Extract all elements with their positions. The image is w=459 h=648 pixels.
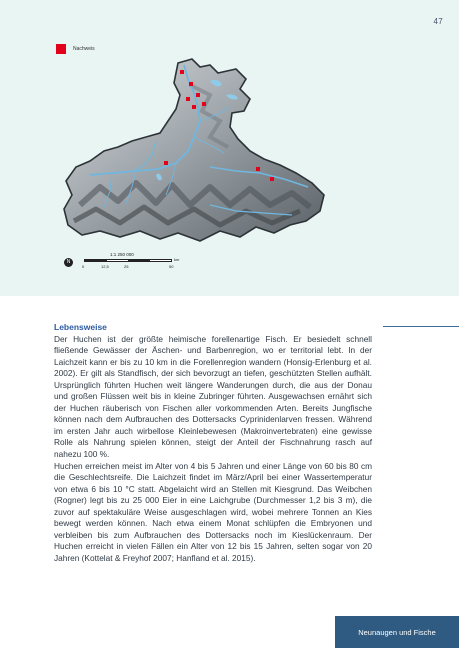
scale-ticks [82,264,178,270]
north-arrow-icon: N [64,258,73,267]
paragraph: Huchen erreichen meist im Alter von 4 bis 5 Jahren und einer Länge von 60 bis 80 cm die Geschlechtsreife. Die Laichzeit findet im März/April bei einer Wassertemperatur von etwa 6 bis 10 °C statt. Abgelaicht wird an Stellen mit Kiesgrund. Das Weibchen (Rogner) legt bis zu 25 000 Eier in eine Laichgrube (Durchmesser 1,2 bis 3 m), die zuvor auf spektakuläre Weise ausgeschlagen wird, wobei mehrere Tonnen an Kies bewegt werden können. Nach etwa einem Monat schlüpfen die Embryonen und verbleiben bis zum Aufbrauchen des Dottersacks noch im Kieslückenraum. Der Huchen erreicht in vielen Fällen ein Alter von 12 bis 15 Jahren, selten sogar von 20 Jahren (Kottelat & Freyhof 2007; Hanfland et al. 2015). [54,460,372,563]
sighting-marker [164,161,168,165]
paragraph: Der Huchen ist der größte heimische forellenartige Fisch. Er besiedelt schnell fließende Gewässer der Äschen- und Barbenregion, wo er territorial lebt. In der Laichzeit kann er bis zu 10 km in die Forellenregion wandern (Honsig-Erlenburg et al. 2002). Er gilt als Standfisch, der sich bevorzugt an tiefen, geschützten Stellen aufhält. Ursprünglich führten Huchen weit längere Wanderungen durch, die aus der Donau und großen Flüssen weit bis in kleine Zubringer führten. Ausgewachsen ernährt sich der Huchen räuberisch von Fischen aller vorkommenden Arten. Bereits Jungfische können nach dem Aufbrauchen des Dottersacks Cyprinidenlarven fressen. Während im ersten Jahr auch wirbellose Kleinlebewesen (Makroinvertebraten) eine gewisse Rolle als Nahrung spielen können, steigt der Anteil der Fischnahrung rasch auf nahezu 100 %. [54,333,372,460]
sighting-marker [186,97,190,101]
sighting-marker [202,102,206,106]
scale-bar [84,259,172,262]
distribution-map [60,55,330,255]
sighting-legend-swatch [56,44,66,54]
section-heading: Lebensweise [54,322,107,332]
sighting-marker [256,167,260,171]
sighting-marker [189,82,193,86]
sidebar-top-strip [383,0,459,296]
body-text [54,322,372,564]
legend-label: Nachweis [73,46,95,52]
map-legend [56,44,95,54]
sighting-marker [270,177,274,181]
page-number: 47 [433,17,443,26]
scale-tick: 12,5 [101,264,109,269]
sighting-marker [180,70,184,74]
chapter-footer-tab: Neunaugen und Fische [335,616,459,648]
sighting-marker [196,93,200,97]
scale-tick: 25 [124,264,129,269]
scale-label: 1:1 250 000 [110,252,134,257]
sidebar-rule [383,326,459,327]
scale-tick: 50 [169,264,174,269]
scale-unit: km [174,257,180,262]
scale-tick: 0 [82,264,85,269]
sighting-marker [192,105,196,109]
